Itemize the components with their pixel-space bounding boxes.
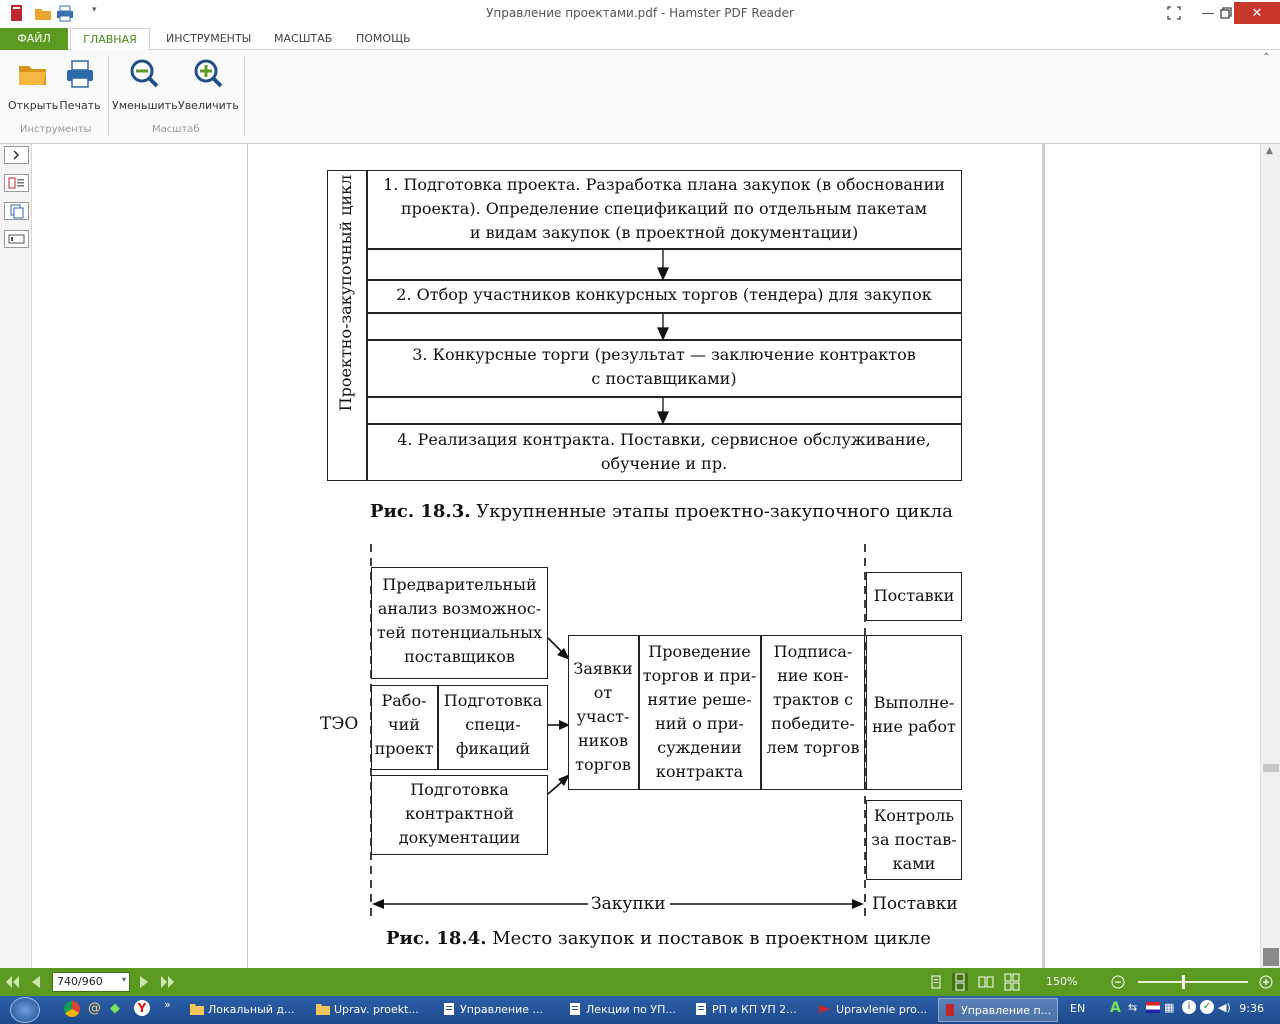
- text-line: специ-: [465, 715, 521, 734]
- caption-text: Место закупок и поставок в проектном цикле: [492, 928, 931, 949]
- check-icon[interactable]: ✓: [1200, 1000, 1214, 1014]
- first-page-icon[interactable]: [4, 973, 20, 991]
- taskbar-item-label: Лекции по УП...: [586, 1003, 676, 1016]
- expand-panel-button[interactable]: [4, 146, 29, 164]
- step-1-text: [368, 173, 960, 245]
- teo-label: ТЭО: [320, 714, 359, 734]
- tab-tools[interactable]: ИНСТРУМЕНТЫ: [166, 32, 252, 45]
- figure-caption: [370, 501, 953, 522]
- text-line: Подготовка: [443, 691, 543, 710]
- thumbnails-button[interactable]: [4, 174, 29, 192]
- email-icon[interactable]: @: [88, 1001, 101, 1016]
- figure-caption: [386, 928, 931, 949]
- text-line: поставщиков: [404, 647, 515, 666]
- text-line: Выполне-: [873, 693, 955, 712]
- caption-number: Рис. 18.3.: [370, 501, 471, 522]
- quick-access-dropdown-icon[interactable]: ▾: [92, 5, 97, 15]
- taskbar-item[interactable]: [186, 998, 306, 1022]
- step-2-line: 2. Отбор участников конкурсных торгов (тендера) для закупок: [396, 285, 932, 304]
- tray-app-icon[interactable]: A: [1110, 1000, 1121, 1016]
- taskbar-item[interactable]: [814, 998, 934, 1022]
- text-line: участ-: [576, 707, 630, 726]
- cycle-arrows: [640, 248, 690, 428]
- taskbar-item[interactable]: [438, 998, 558, 1022]
- close-button[interactable]: [1234, 2, 1280, 24]
- status-bar: [0, 968, 1280, 996]
- prev-page-icon[interactable]: [28, 973, 44, 991]
- text-line: Заявки: [573, 659, 633, 678]
- page-dropdown-icon[interactable]: ▾: [121, 975, 126, 984]
- signing-text: [761, 640, 865, 760]
- taskbar-item-label: Локальный д...: [208, 1003, 295, 1016]
- side-panel: [0, 144, 248, 968]
- applications-text: [568, 657, 638, 777]
- text-line: анализ возможнос-: [377, 599, 542, 618]
- side-toolbar: [0, 144, 32, 968]
- chrome-icon[interactable]: [64, 1001, 80, 1017]
- text-line: от: [593, 683, 613, 702]
- chevron-right-icon: [5, 147, 28, 163]
- document-icon: [694, 1003, 708, 1015]
- print-button[interactable]: [58, 58, 102, 112]
- step-1-line: проекта). Определение спецификаций по отдельным пакетам: [400, 199, 928, 218]
- folder-icon: [17, 58, 49, 90]
- taskbar-overflow-icon[interactable]: »: [164, 998, 171, 1011]
- clock: 9:36: [1239, 1002, 1264, 1015]
- yandex-browser-icon[interactable]: Y: [134, 1000, 150, 1016]
- text-line: победите-: [771, 714, 855, 733]
- scroll-thumb[interactable]: [1263, 764, 1279, 772]
- fullscreen-icon: [1167, 6, 1181, 20]
- step-1-line: 1. Подготовка проекта. Разработка плана закупок (в обосновании: [383, 175, 945, 194]
- control-text: [866, 804, 962, 876]
- pdf-icon: [943, 1004, 957, 1016]
- tab-help[interactable]: ПОМОЩЬ: [356, 32, 411, 45]
- printer-icon: [64, 58, 96, 90]
- step-3-line: с поставщиками): [591, 369, 737, 388]
- ribbon-collapse-icon[interactable]: ⌃: [1262, 52, 1271, 63]
- vertical-scrollbar[interactable]: [1260, 144, 1280, 968]
- zoom-in-label: Увеличить: [178, 99, 239, 112]
- zoom-in-icon: [192, 58, 224, 90]
- text-line: суждении: [657, 738, 742, 757]
- text-line: документации: [398, 828, 521, 847]
- group-separator: [108, 56, 109, 136]
- text-line: трактов с: [772, 690, 854, 709]
- arrow-head: [658, 412, 668, 423]
- zoom-minus-icon[interactable]: [1110, 973, 1126, 991]
- archive-icon: [818, 1003, 832, 1015]
- spec-text: [438, 689, 548, 761]
- tab-file[interactable]: ФАЙЛ: [0, 28, 68, 50]
- folder-icon: [316, 1003, 330, 1015]
- group-separator: [244, 56, 245, 136]
- step-1-line: и видам закупок (в проектной документации): [469, 223, 859, 242]
- flag-icon[interactable]: [1146, 1002, 1160, 1013]
- arrow-head: [852, 899, 864, 909]
- deliveries-text: Поставки: [873, 586, 955, 605]
- pages-icon: [5, 203, 28, 219]
- ribbon: [0, 50, 1280, 144]
- two-page-continuous-icon[interactable]: [1004, 973, 1020, 991]
- prelim-analysis-text: [371, 573, 548, 669]
- start-button[interactable]: [10, 997, 40, 1023]
- works-text: [866, 691, 962, 739]
- page-edge: [1042, 144, 1045, 968]
- taskbar-item[interactable]: [564, 998, 684, 1022]
- group-label-tools: Инструменты: [20, 124, 92, 135]
- arrow-head: [658, 268, 668, 279]
- step-4-line: обучение и пр.: [600, 454, 728, 473]
- taskbar-item-label: Управление ...: [460, 1003, 543, 1016]
- text-line: проект: [374, 739, 434, 758]
- torrent-icon[interactable]: ◆: [110, 1001, 120, 1016]
- text-line: за постав-: [871, 830, 957, 849]
- step-3-text: [368, 343, 960, 391]
- open-label: Открыть: [8, 99, 59, 112]
- minimize-icon: —: [1201, 5, 1215, 21]
- text-line: торгов и при-: [642, 666, 757, 685]
- step-4-text: [368, 428, 960, 476]
- scroll-thumb-bottom[interactable]: [1263, 948, 1279, 966]
- network-icon[interactable]: ▦: [1164, 1001, 1175, 1014]
- caption-text: Укрупненные этапы проектно-закупочного цикла: [476, 501, 953, 522]
- text-line: Предварительный: [382, 575, 537, 594]
- text-line: ние кон-: [777, 666, 849, 685]
- text-line: ников: [578, 731, 628, 750]
- last-page-icon[interactable]: [160, 973, 176, 991]
- document-icon: [568, 1003, 582, 1015]
- page-number-input[interactable]: [52, 972, 130, 992]
- arrow-head: [658, 328, 668, 339]
- zoom-level: 150%: [1046, 975, 1078, 988]
- scroll-up-icon[interactable]: ▲: [1266, 146, 1273, 156]
- purchases-label: Закупки: [591, 894, 666, 914]
- group-label-scale: Масштаб: [152, 124, 200, 135]
- text-line: Проведение: [648, 642, 751, 661]
- taskbar-item-active[interactable]: [938, 998, 1058, 1022]
- folder-icon: [190, 1003, 204, 1015]
- tray-arrows-icon[interactable]: ⇆: [1128, 1001, 1138, 1014]
- close-icon: ✕: [1251, 5, 1263, 21]
- zoom-out-button[interactable]: [112, 58, 176, 112]
- tab-scale[interactable]: МАСШТАБ: [274, 32, 333, 45]
- continuous-view-icon[interactable]: [952, 973, 968, 991]
- zoom-out-icon: [128, 58, 160, 90]
- zoom-slider-thumb[interactable]: [1182, 975, 1185, 989]
- tenders-text: [639, 640, 760, 784]
- print-label: Печать: [59, 99, 101, 112]
- restore-icon: [1220, 7, 1232, 19]
- info-icon[interactable]: i: [1182, 1000, 1196, 1014]
- window-title: Управление проектами.pdf - Hamster PDF Reader: [486, 6, 794, 20]
- tab-home[interactable]: ГЛАВНАЯ: [70, 28, 150, 51]
- document-icon: [442, 1003, 456, 1015]
- bookmarks-button[interactable]: [4, 230, 29, 248]
- cycle-side-label: Проектно-закупочный цикл: [336, 174, 355, 412]
- open-button[interactable]: [8, 58, 58, 112]
- taskbar-item[interactable]: [690, 998, 810, 1022]
- taskbar-item-label: РП и КП УП 2...: [712, 1003, 797, 1016]
- work-project-text: [371, 689, 437, 761]
- single-page-view-icon[interactable]: [928, 973, 944, 991]
- title-bar: [0, 0, 1280, 28]
- thumbnails-icon: [5, 175, 28, 191]
- text-line: Подписа-: [773, 642, 853, 661]
- language-indicator[interactable]: EN: [1070, 1002, 1086, 1015]
- text-line: нятие реше-: [647, 690, 752, 709]
- deliveries-bottom-label: Поставки: [872, 894, 958, 914]
- zoom-plus-icon[interactable]: [1258, 973, 1274, 991]
- bookmarks-icon: [5, 231, 28, 247]
- contract-docs-text: [371, 778, 548, 850]
- text-line: Контроль: [873, 806, 955, 825]
- two-page-view-icon[interactable]: [978, 973, 994, 991]
- next-page-icon[interactable]: [136, 973, 152, 991]
- text-line: контрактной: [405, 804, 514, 823]
- step-2-text: [368, 283, 960, 307]
- taskbar-item-label: Upravlenie pro...: [836, 1003, 928, 1016]
- taskbar: [0, 996, 1280, 1024]
- taskbar-item-label: Управление п...: [961, 1004, 1052, 1017]
- text-line: Рабо-: [381, 691, 427, 710]
- pages-button[interactable]: [4, 202, 29, 220]
- text-line: ний о при-: [655, 714, 744, 733]
- step-4-line: 4. Реализация контракта. Поставки, сервисное обслуживание,: [397, 430, 931, 449]
- arrow-head: [372, 899, 384, 909]
- taskbar-item-label: Uprav. proekt...: [334, 1003, 419, 1016]
- taskbar-item[interactable]: [312, 998, 432, 1022]
- caption-number: Рис. 18.4.: [386, 928, 487, 949]
- text-line: чий: [388, 715, 420, 734]
- text-line: Подготовка: [410, 780, 509, 799]
- step-3-line: 3. Конкурсные торги (результат — заключение контрактов: [412, 345, 916, 364]
- volume-icon[interactable]: ◀): [1218, 1001, 1231, 1014]
- zoom-slider-track[interactable]: [1138, 981, 1248, 983]
- page-number-value: 740/960: [57, 975, 103, 988]
- text-line: лем торгов: [766, 738, 860, 757]
- text-line: фикаций: [455, 739, 531, 758]
- text-line: ками: [892, 854, 936, 873]
- zoom-out-label: Уменьшить: [112, 99, 178, 112]
- text-line: контракта: [655, 762, 744, 781]
- text-line: ние работ: [872, 717, 956, 736]
- text-line: торгов: [575, 755, 631, 774]
- zoom-in-button[interactable]: [178, 58, 238, 112]
- ribbon-tabs: [0, 28, 1280, 50]
- text-line: тей потенциальных: [376, 623, 543, 642]
